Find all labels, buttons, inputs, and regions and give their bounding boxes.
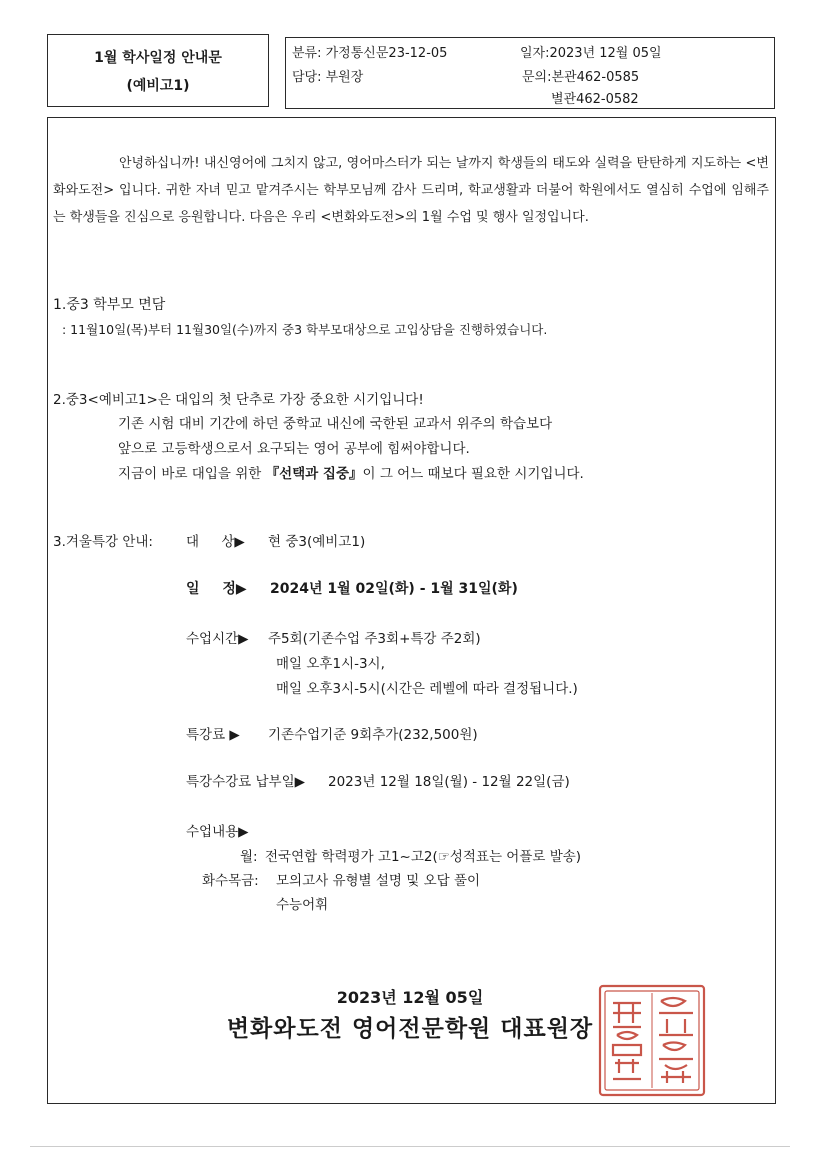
target-label: 대 상▶ [186,534,245,550]
monday-label: 월: [240,849,258,865]
intro-paragraph: 안녕하십니까! 내신영어에 그치지 않고, 영어마스터가 되는 날까지 학생들의 태도와 실력을 탄탄하게 지도하는 <변화와도전> 입니다. 귀한 자녀 믿고 맡겨주시는 학부모님께 감사 드리며, 학교생활과 더불어 학원에서도 열심히 수업에 임해주는 학생들을 진심으로 응원합니다. 다음은 우리 <변화와도전>의 1월 수업 및 행사 일정입니다. [53,156,769,225]
fee-label: 특강료 ▶ [186,727,240,743]
section1-body: : 11월10일(목)부터 11월30일(수)까지 중3 학부모대상으로 고입상담을 진행하였습니다. [62,322,548,337]
section1-heading: 1.중3 학부모 면담 [53,297,166,313]
time-label: 수업시간▶ [186,631,249,647]
signature-line: 변화와도전 영어전문학원 대표원장 [226,1016,594,1042]
tue-fri-label: 화수목금: [202,873,259,889]
section2-line3-pre: 지금이 바로 대입을 위한 [118,466,266,482]
target-value: 현 중3(예비고1) [268,534,366,550]
section2-heading: 2.중3<예비고1>은 대입의 첫 단추로 가장 중요한 시기입니다! [53,392,424,408]
doc-date: 일자:2023년 12월 05일 [520,46,662,61]
payment-label: 특강수강료 납부일▶ [186,774,306,790]
section2-line2: 앞으로 고등학생으로서 요구되는 영어 공부에 힘써야합니다. [118,441,470,457]
doc-category: 분류: 가정통신문23-12-05 [292,46,448,61]
issue-date: 2023년 12월 05일 [336,988,484,1007]
doc-subtitle: (예비고1) [126,78,190,94]
content-label: 수업내용▶ [186,824,249,840]
doc-title: 1월 학사일정 안내문 [94,50,222,66]
tue-fri-content: 모의고사 유형별 설명 및 오답 풀이 [276,873,481,889]
section2-emphasis: 『선택과 집중』 [265,466,363,482]
payment-value: 2023년 12월 18일(월) - 12월 22일(금) [328,774,570,790]
section3-heading: 3.겨울특강 안내: [53,534,153,550]
section2-line1: 기존 시험 대비 기간에 하던 중학교 내신에 국한된 교과서 위주의 학습보다 [118,416,553,432]
time-line1: 주5회(기존수업 주3회+특강 주2회) [268,631,481,647]
title-box [47,34,269,107]
section2-line3 [118,462,584,482]
content-box [47,117,776,1104]
monday-content: 전국연합 학력평가 고1~고2(☞성적표는 어플로 발송) [265,849,582,865]
schedule-value: 2024년 1월 02일(화) - 1월 31일(화) [270,581,518,597]
schedule-label: 일 정▶ [186,581,247,597]
doc-manager: 담당: 부원장 [292,70,364,85]
doc-contact-main: 문의:본관462-0585 [522,70,640,85]
time-line2: 매일 오후1시-3시, [276,656,385,672]
official-seal [597,983,707,1098]
section2-line3-post: 이 그 어느 때보다 필요한 시기입니다. [362,466,584,482]
time-line3: 매일 오후3시-5시(시간은 레벨에 따라 결정됩니다.) [276,681,578,697]
page-bottom-rule [30,1146,790,1147]
fee-value: 기존수업기준 9회추가(232,500원) [268,727,478,743]
tue-fri-content-2: 수능어휘 [276,897,329,913]
doc-contact-annex: 별관462-0582 [551,92,639,107]
